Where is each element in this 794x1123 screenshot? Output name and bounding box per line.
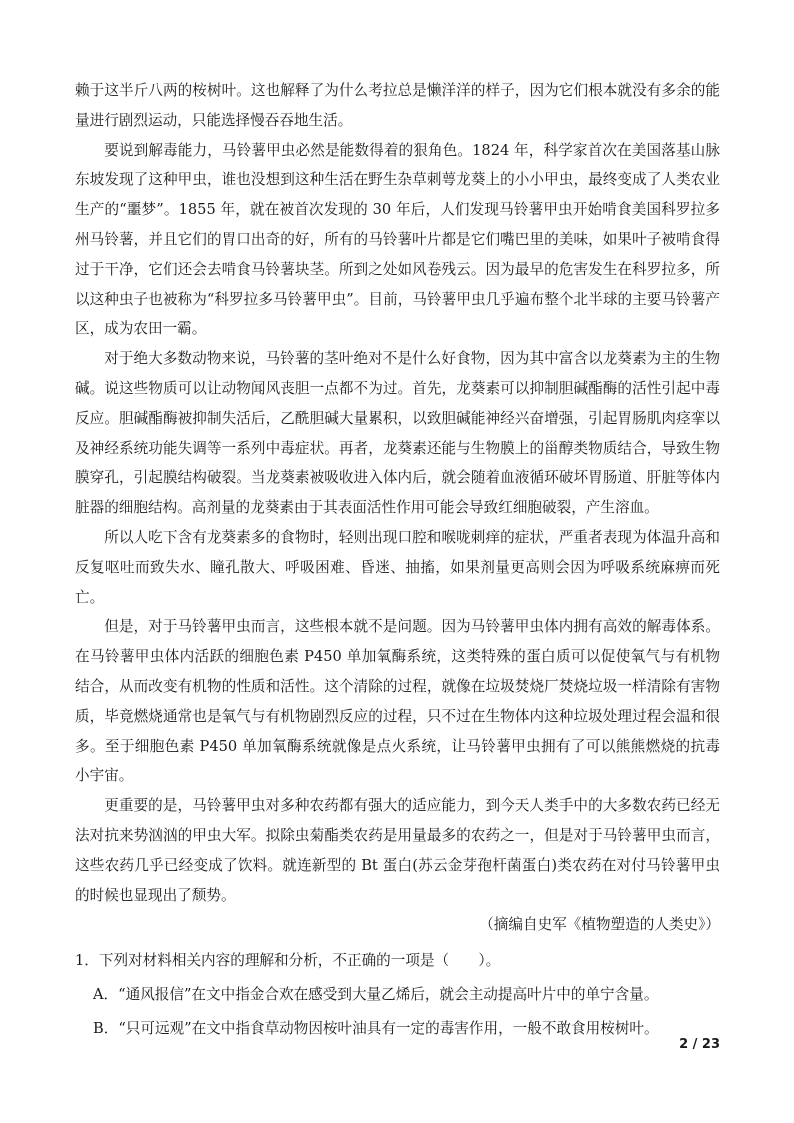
source-citation: （摘编自史军《植物塑造的人类史》） bbox=[479, 916, 720, 934]
paragraph-4: 所以人吃下含有龙葵素多的食物时，轻则出现口腔和喉咙刺痒的症状，严重者表现为体温升高和反复呕吐而致失水、瞳孔散大、呼吸困难、昏迷、抽搐，如果剂量更高则会因为呼吸系统麻痹而死亡。 bbox=[75, 528, 720, 606]
paragraph-1: 赖于这半斤八两的桉树叶。这也解释了为什么考拉总是懒洋洋的样子，因为它们根本就没有多余的能量进行剧烈运动，只能选择慢吞吞地生活。 bbox=[75, 82, 720, 129]
document-page bbox=[75, 76, 720, 1044]
question-stem: 1．下列对材料相关内容的理解和分析，不正确的一项是（ ）。 bbox=[75, 952, 501, 970]
paragraph-5: 但是，对于马铃薯甲虫而言，这些根本就不是问题。因为马铃薯甲虫体内拥有高效的解毒体系。在马铃薯甲虫体内活跃的细胞色素 P450 单加氧酶系统，这类特殊的蛋白质可以促使氧气与有机物结合，从而改变有机物的性质和活性。这个清除的过程，就像在垃圾焚烧厂焚烧垃圾一样清除有害物质，毕竟燃烧通常也是氧气与有机物剧烈反应的过程，只不过在生物体内这种垃圾处理过程会温和很多。至于细胞色素 P450 单加氧酶系统就像是点火系统，让马铃薯甲虫拥有了可以熊熊燃烧的抗毒小宇宙。 bbox=[75, 618, 720, 785]
paragraph-6: 更重要的是，马铃薯甲虫对多种农药都有强大的适应能力，到今天人类手中的大多数农药已经无法对抗来势汹汹的甲虫大军。拟除虫菊酯类农药是用量最多的农药之一，但是对于马铃薯甲虫而言，这些农药几乎已经变成了饮料。就连新型的 Bt 蛋白(苏云金芽孢杆菌蛋白)类农药在对付马铃薯甲虫的时候也显现出了颓势。 bbox=[75, 797, 720, 904]
page-number: 2 / 23 bbox=[679, 1037, 720, 1052]
paragraph-2: 要说到解毒能力，马铃薯甲虫必然是能数得着的狠角色。1824 年，科学家首次在美国落基山脉东坡发现了这种甲虫，谁也没想到这种生活在野生杂草刺萼龙葵上的小小甲虫，最终变成了人类农业生产的“噩梦”。1855 年，就在被首次发现的 30 年后，人们发现马铃薯甲虫开始啃食美国科罗拉多州马铃薯，并且它们的胃口出奇的好，所有的马铃薯叶片都是它们嘴巴里的美味，如果叶子被啃食得过于干净，它们还会去啃食马铃薯块茎。所到之处如风卷残云。因为最早的危害发生在科罗拉多，所以这种虫子也被称为“科罗拉多马铃薯甲虫”。目前，马铃薯甲虫几乎遍布整个北半球的主要马铃薯产区，成为农田一霸。 bbox=[75, 141, 720, 338]
option-a: A．“通风报信”在文中指金合欢在感受到大量乙烯后，就会主动提高叶片中的单宁含量。 bbox=[93, 985, 659, 1003]
option-b: B．“只可远观”在文中指食草动物因桉叶油具有一定的毒害作用，一般不敢食用桉树叶。 bbox=[93, 1019, 659, 1037]
paragraph-3: 对于绝大多数动物来说，马铃薯的茎叶绝对不是什么好食物，因为其中富含以龙葵素为主的生物碱。说这些物质可以让动物闻风丧胆一点都不为过。首先，龙葵素可以抑制胆碱酯酶的活性引起中毒反应。胆碱酯酶被抑制失活后，乙酰胆碱大量累积，以致胆碱能神经兴奋增强，引起胃肠肌肉痉挛以及神经系统功能失调等一系列中毒症状。再者，龙葵素还能与生物膜上的甾醇类物质结合，导致生物膜穿孔，引起膜结构破裂。当龙葵素被吸收进入体内后，就会随着血液循环破坏胃肠道、肝脏等体内脏器的细胞结构。高剂量的龙葵素由于其表面活性作用可能会导致红细胞破裂，产生溶血。 bbox=[75, 350, 720, 517]
